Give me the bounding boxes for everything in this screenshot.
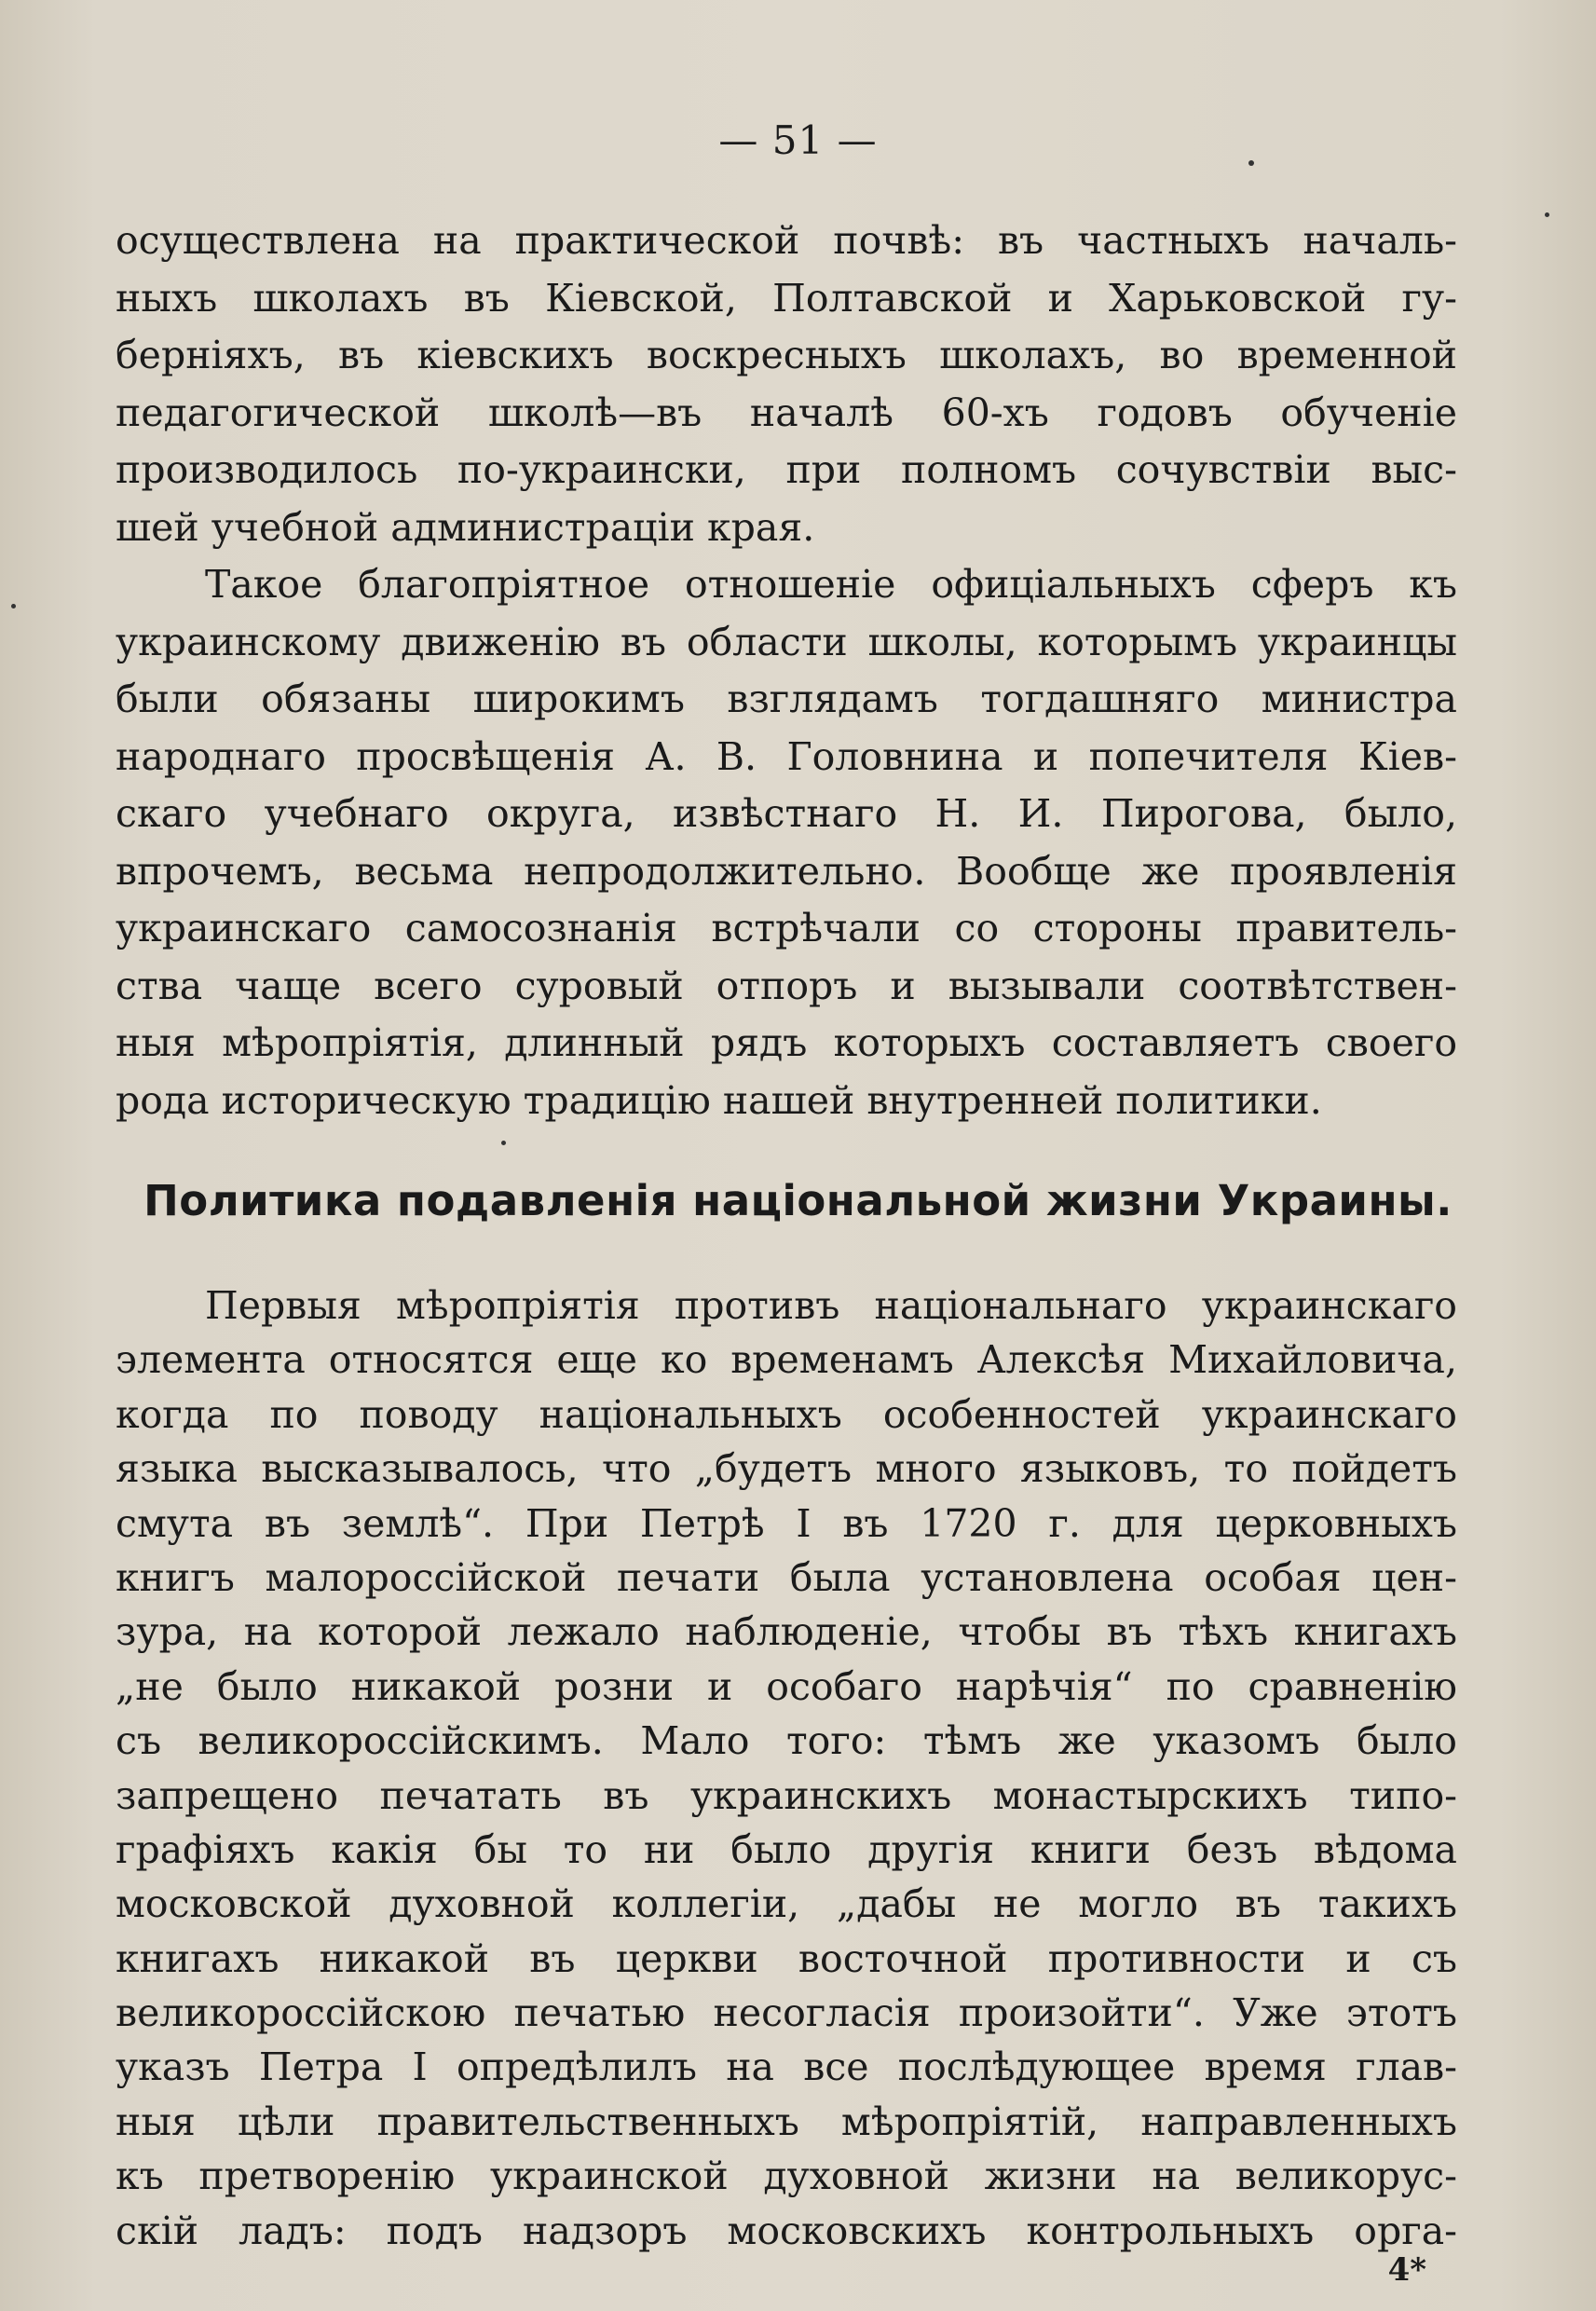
text-line: были обязаны широкимъ взглядамъ тогдашняго министра (116, 677, 1457, 721)
text-line: московской духовной коллегіи, „дабы не могло въ такихъ (116, 1881, 1457, 1927)
text-line: ныя мѣропріятія, длинный рядъ которыхъ составляетъ своего (116, 1020, 1457, 1065)
text-line: берніяхъ, въ кіевскихъ воскресныхъ школахъ, во временной (116, 333, 1457, 377)
text-line: къ претворенію украинской духовной жизни на великорус- (116, 2154, 1457, 2199)
text-line: великороссійскою печатью несогласія произойти“. Уже этотъ (116, 1990, 1457, 2036)
text-line: осуществлена на практической почвѣ: въ частныхъ началь- (116, 218, 1457, 263)
text-line: ства чаще всего суровый отпоръ и вызывали соотвѣтствен- (116, 963, 1457, 1008)
text-line: языка высказывалось, что „будетъ много языковъ, то пойдетъ (116, 1446, 1457, 1492)
text-line: впрочемъ, весьма непродолжительно. Вообще же проявленія (116, 848, 1457, 894)
text-line: рода историческую традицію нашей внутренней политики. (116, 1077, 1322, 1123)
text-line: „не было никакой розни и особаго нарѣчія“ по сравненію (116, 1663, 1457, 1709)
text-line: графіяхъ какія бы то ни было другія книги безъ вѣдома (116, 1826, 1457, 1872)
text-block-top (116, 212, 1457, 1129)
text-line: съ великороссійскимъ. Мало того: тѣмъ же указомъ было (116, 1718, 1457, 1764)
text-line: книгъ малороссійской печати была установлена особая цен- (116, 1554, 1457, 1600)
text-line: запрещено печатать въ украинскихъ монастырскихъ типо- (116, 1772, 1457, 1818)
text-line: народнаго просвѣщенія А. В. Головнина и попечителя Кіев- (116, 733, 1457, 779)
text-block-bottom (116, 1279, 1457, 2258)
text-line: смута въ землѣ“. При Петрѣ I въ 1720 г. для церковныхъ (116, 1500, 1457, 1546)
text-line: книгахъ никакой въ церкви восточной противности и съ (116, 1935, 1457, 1981)
signature-mark: 4* (1387, 2251, 1426, 2289)
text-line: шей учебной администраціи края. (116, 504, 815, 550)
text-line: элемента относятся еще ко временамъ Алексѣя Михайловича, (116, 1337, 1457, 1383)
text-line: Такое благопріятное отношеніе офиціальныхъ сферъ къ (205, 562, 1457, 607)
text-line: указъ Петра I опредѣлилъ на все послѣдующее время глав- (116, 2044, 1457, 2090)
text-line: ныхъ школахъ въ Кіевской, Полтавской и Харьковской гу- (116, 275, 1457, 321)
text-line: скій ладъ: подъ надзоръ московскихъ контрольныхъ орга- (116, 2208, 1457, 2253)
text-line: украинскому движенію въ области школы, которымъ украинцы (116, 619, 1457, 664)
paper-speck (501, 1141, 506, 1145)
text-line: производилось по-украински, при полномъ сочувствіи выс- (116, 447, 1457, 492)
text-line: ныя цѣли правительственныхъ мѣропріятій, направленныхъ (116, 2099, 1457, 2144)
text-line: украинскаго самосознанія встрѣчали со стороны правитель- (116, 906, 1457, 950)
page-number: — 51 — (718, 117, 878, 163)
paper-speck (11, 604, 16, 609)
section-heading: Политика подавленія національной жизни Украины. (143, 1176, 1453, 1225)
text-line: зура, на которой лежало наблюденіе, чтобы въ тѣхъ книгахъ (116, 1609, 1457, 1655)
text-line: Первыя мѣропріятія противъ національнаго украинскаго (205, 1283, 1457, 1328)
paper-speck (1545, 212, 1549, 217)
paper-speck (1248, 160, 1254, 166)
text-line: скаго учебнаго округа, извѣстнаго Н. И. Пирогова, было, (116, 791, 1457, 836)
text-line: педагогической школѣ—въ началѣ 60-хъ годовъ обученіе (116, 390, 1457, 435)
text-line: когда по поводу національныхъ особенностей украинскаго (116, 1391, 1457, 1437)
